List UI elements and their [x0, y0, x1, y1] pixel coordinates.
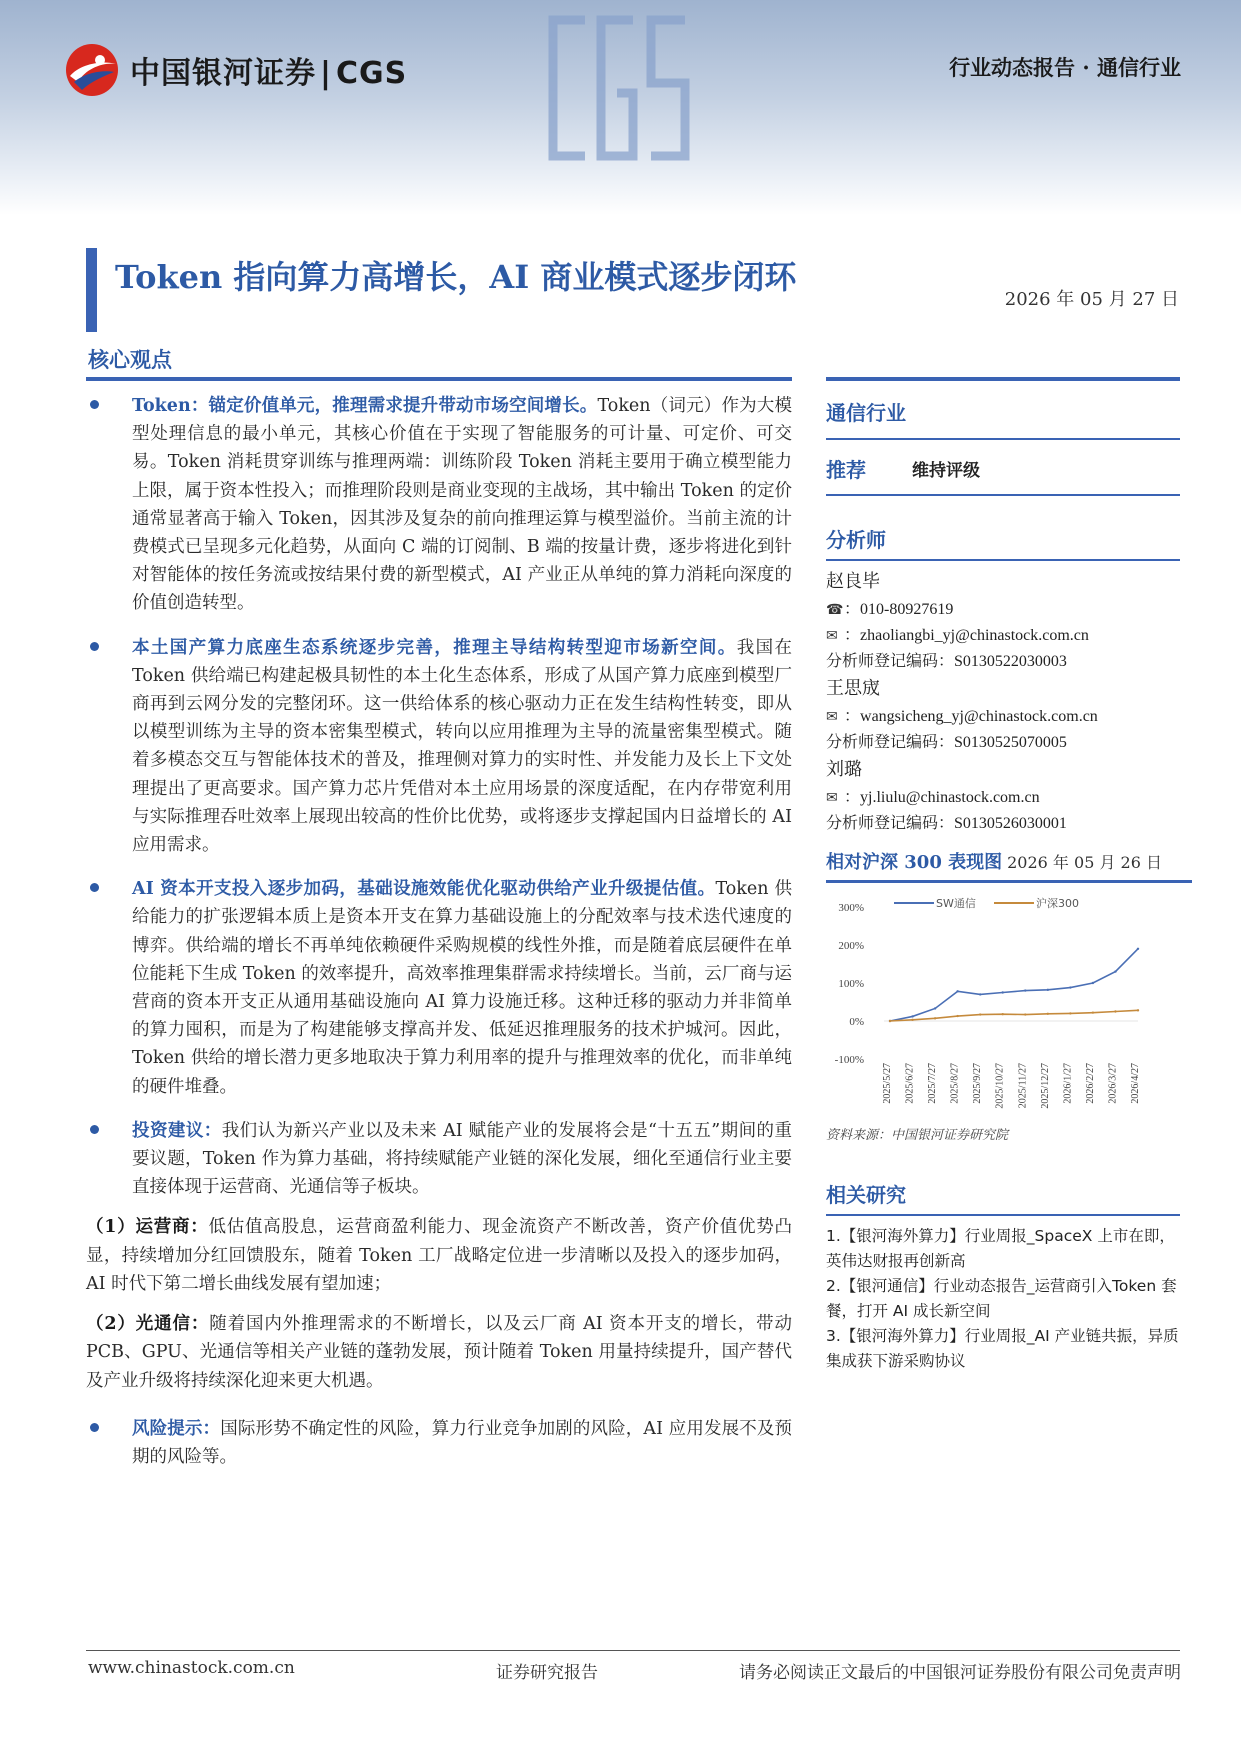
- data-point: [889, 1020, 891, 1022]
- data-point: [979, 993, 981, 995]
- bullet-lead: AI 资本开支投入逐步加码，基础设施效能优化驱动供给产业升级提估值。: [132, 879, 716, 900]
- legend-label: 沪深300: [1036, 897, 1079, 910]
- related-item[interactable]: 1.【银河海外算力】行业周报_SpaceX 上市在即，英伟达财报再创新高: [826, 1227, 1175, 1270]
- data-point: [1069, 986, 1071, 988]
- analyst-name: 王思宬: [826, 678, 880, 699]
- logo-text: 中国银河证券: [130, 56, 316, 91]
- analyst-reg: 分析师登记编码：S0130522030003: [826, 653, 1067, 670]
- bullet-body: Token（词元）作为大模型处理信息的最小单元，其核心价值在于实现了智能服务的可计量、可定价、可交易。Token 消耗贯穿训练与推理两端：训练阶段 Token 消耗主要用于确立模型能力上限，属于资本性投入；而推理阶段则是商业变现的主战场，其中输出 Token 的定价通常显著高于输入 Token，因其涉及复杂的前向推理运算与模型溢价。当前主流的计费模式已呈现多元化趋势，从面向 C 端的订阅制、B 端的按量计费，逐步将进化到针对智能体的按任务流或按结果付费的新型模式，AI 产业正从单纯的算力消耗向深度的价值创造转型。: [132, 396, 792, 614]
- phone-icon: ☎: [826, 603, 844, 618]
- x-tick-label: 2025/7/27: [927, 1063, 939, 1104]
- risk-lead: 风险提示：: [132, 1418, 221, 1439]
- header-banner: [0, 0, 1241, 215]
- bullet-body: Token 供给能力的扩张逻辑本质上是资本开支在算力基础设施上的分配效率与技术迭代速度的博弈。供给端的增长不再单纯依赖硬件采购规模的线性外推，而是随着底层硬件在单位能耗下生成 Token 的效率提升，高效率推理集群需求持续增长。当前，云厂商与运营商的资本开支正从通用基础设施向 AI 算力设施迁移。这种迁移的驱动力并非简单的算力囤积，而是为了构建能够支撑高并发、低延迟推理服务的技术护城河。因此，Token 供给的增长潜力更多地取决于算力利用率的提升与推理效率的优化，而非单纯的硬件堆叠。: [132, 879, 792, 1097]
- y-tick-label: 0%: [849, 1016, 864, 1028]
- bullet-dot-icon: [90, 400, 99, 409]
- sub-lead: 运营商：: [135, 1217, 209, 1238]
- sidebar-divider: [826, 494, 1180, 496]
- galaxy-logo-icon: [64, 42, 120, 98]
- y-tick-label: -100%: [834, 1054, 864, 1066]
- sidebar-divider: [826, 438, 1180, 440]
- bullet-item: [86, 1415, 792, 1471]
- chart-divider: [826, 880, 1192, 883]
- footer-disclaimer: 请务必阅读正文最后的中国银河证券股份有限公司免责声明: [739, 1663, 1181, 1683]
- email-sep: ：: [844, 627, 861, 644]
- sidebar-divider: [826, 1214, 1180, 1216]
- y-tick-label: 300%: [838, 902, 864, 914]
- report-date: 2026 年 05 月 27 日: [1004, 289, 1179, 310]
- analyst-block: [826, 567, 1180, 674]
- analyst-reg: 分析师登记编码：S0130526030001: [826, 815, 1067, 832]
- bullet-lead: Token：锚定价值单元，推理需求提升带动市场空间增长。: [132, 396, 598, 416]
- data-point: [1069, 1012, 1071, 1014]
- logo-brand: CGS: [335, 56, 408, 91]
- analyst-block: [826, 674, 1180, 755]
- chart-date: 2026 年 05 月 26 日: [1007, 853, 1162, 872]
- chart-title: 相对沪深 300 表现图: [826, 852, 1003, 873]
- bullet-item: [86, 875, 792, 1101]
- legend-label: SW通信: [936, 897, 976, 910]
- x-tick-label: 2025/10/27: [994, 1063, 1006, 1109]
- sidebar-divider: [826, 377, 1180, 381]
- bullet-item: [86, 1117, 792, 1202]
- bullet-body: 我国在 Token 供给端已构建起极具韧性的本土化生态体系，形成了从国产算力底座到模型厂商再到云网分发的完整闭环。这一供给体系的核心驱动力正在发生结构性转变，即从以模型训练为主导的资本密集型模式，转向以应用推理为主导的流量密集型模式。随着多模态交互与智能体技术的普及，推理侧对算力的实时性、并发能力及长上下文处理提出了更高要求。国产算力芯片凭借对本土应用场景的深度适配，在内存带宽利用与实际推理吞吐效率上展现出较高的性价比优势，或将逐步支撑起国内日益增长的 AI 应用需求。: [132, 637, 792, 856]
- performance-chart: [826, 889, 1180, 1124]
- related-item[interactable]: 3.【银河海外算力】行业周报_AI 产业链共振，异质集成获下游采购协议: [826, 1327, 1179, 1370]
- bullet-item: [86, 634, 792, 860]
- title-accent-bar: [86, 248, 97, 332]
- bullet-body: 我们认为新兴产业以及未来 AI 赋能产业的发展将会是“十五五”期间的重要议题，Token 作为算力基础，将持续赋能产业链的深化发展，细化至通信行业主要直接体现于运营商、光通信等子板块。: [132, 1120, 793, 1198]
- footer-divider: [86, 1650, 1180, 1651]
- email-address: yj.liulu@chinastock.com.cn: [860, 789, 1040, 806]
- rating-value: 维持评级: [912, 460, 980, 481]
- email-address: zhaoliangbi_yj@chinastock.com.cn: [860, 627, 1089, 644]
- series-line: [890, 949, 1138, 1021]
- x-tick-label: 2026/3/27: [1107, 1063, 1119, 1104]
- data-point: [979, 1013, 981, 1015]
- x-tick-label: 2025/8/27: [949, 1063, 961, 1104]
- data-point: [1114, 1010, 1116, 1012]
- x-tick-label: 2026/1/27: [1062, 1063, 1074, 1104]
- data-point: [1137, 948, 1139, 950]
- data-point: [1137, 1009, 1139, 1011]
- data-point: [1002, 991, 1004, 993]
- data-point: [1047, 989, 1049, 991]
- sub-number: （2）: [86, 1314, 136, 1335]
- risk-body: 国际形势不确定性的风险，算力行业竞争加剧的风险，AI 应用发展不及预期的风险等。: [132, 1418, 792, 1467]
- sub-body: 低估值高股息，运营商盈利能力、现金流资产不断改善，资产价值优势凸显，持续增加分红回馈股东，随着 Token 工厂战略定位进一步清晰以及投入的逐步加码，AI 时代下第二增长曲线发展有望加速；: [86, 1217, 793, 1294]
- email-sep: ：: [844, 708, 861, 725]
- bullet-dot-icon: [90, 642, 99, 651]
- y-tick-label: 100%: [838, 978, 864, 990]
- chart-source: 资料来源：中国银河证券研究院: [826, 1128, 1009, 1143]
- phone-number: 010-80927619: [860, 601, 954, 618]
- core-divider: [86, 377, 792, 381]
- sub-item: [86, 1310, 792, 1395]
- sidebar: [826, 377, 1180, 1374]
- analyst-email: [826, 623, 1180, 649]
- bullet-dot-icon: [90, 1125, 99, 1134]
- rating-label: 推荐: [826, 457, 866, 482]
- sub-lead: 光通信：: [135, 1314, 210, 1335]
- sub-body: 随着国内外推理需求的不断增长，以及云厂商 AI 资本开支的增长，带动 PCB、GPU、光通信等相关产业链的蓬勃发展，预计随着 Token 用量持续提升，国产替代及产业升级将持续深化迎来更大机遇。: [86, 1314, 792, 1391]
- data-point: [1092, 982, 1094, 984]
- data-point: [934, 1007, 936, 1009]
- analyst-email: [826, 785, 1180, 811]
- footer-website[interactable]: www.chinastock.com.cn: [88, 1658, 295, 1678]
- data-point: [956, 1015, 958, 1017]
- cgs-watermark-logo: [535, 8, 705, 168]
- x-tick-label: 2026/4/27: [1130, 1063, 1141, 1104]
- phone-sep: ：: [844, 601, 861, 618]
- bullet-lead: 投资建议：: [132, 1120, 222, 1141]
- main-content: [86, 390, 792, 1471]
- data-point: [1024, 989, 1026, 991]
- report-title: Token 指向算力高增长，AI 商业模式逐步闭环: [115, 258, 797, 296]
- bullet-dot-icon: [90, 883, 99, 892]
- data-point: [911, 1019, 913, 1021]
- sidebar-divider: [826, 559, 1180, 561]
- sub-item: [86, 1213, 792, 1298]
- data-point: [1024, 1013, 1026, 1015]
- analyst-block: [826, 755, 1180, 836]
- company-logo: 中国银河证券 | CGS: [64, 40, 407, 100]
- data-point: [1114, 970, 1116, 972]
- x-tick-label: 2026/2/27: [1084, 1063, 1096, 1104]
- chart-header: [826, 848, 1192, 874]
- data-point: [934, 1017, 936, 1019]
- bullet-dot-icon: [90, 1423, 99, 1432]
- related-item[interactable]: 2.【银河通信】行业动态报告_运营商引入Token 套餐，打开 AI 成长新空间: [826, 1277, 1177, 1320]
- data-point: [911, 1015, 913, 1017]
- x-tick-label: 2025/12/27: [1039, 1063, 1051, 1109]
- data-point: [1092, 1011, 1094, 1013]
- core-heading: 核心观点: [88, 347, 172, 372]
- industry-label: 通信行业: [826, 401, 906, 425]
- x-tick-label: 2025/9/27: [972, 1063, 984, 1104]
- data-point: [956, 990, 958, 992]
- rating-row: [826, 454, 1180, 482]
- footer-center: 证券研究报告: [496, 1663, 598, 1683]
- x-tick-label: 2025/11/27: [1017, 1063, 1029, 1109]
- related-heading: 相关研究: [826, 1183, 906, 1207]
- analyst-email: [826, 704, 1180, 730]
- data-point: [1047, 1013, 1049, 1015]
- sub-number: （1）: [86, 1217, 136, 1238]
- mail-icon: ✉: [826, 629, 838, 644]
- mail-icon: ✉: [826, 710, 838, 725]
- report-type: 行业动态报告 · 通信行业: [949, 55, 1181, 80]
- analyst-reg: 分析师登记编码：S0130525070005: [826, 734, 1067, 751]
- analyst-name: 刘璐: [826, 759, 862, 780]
- bullet-item: [86, 392, 792, 618]
- bullet-lead: 本土国产算力底座生态系统逐步完善，推理主导结构转型迎市场新空间。: [132, 637, 737, 658]
- analyst-phone: [826, 597, 1180, 623]
- x-tick-label: 2025/5/27: [882, 1063, 893, 1104]
- related-list: [826, 1224, 1180, 1374]
- mail-icon: ✉: [826, 791, 838, 806]
- x-tick-label: 2025/6/27: [904, 1063, 916, 1104]
- email-sep: ：: [844, 789, 861, 806]
- email-address: wangsicheng_yj@chinastock.com.cn: [860, 708, 1098, 725]
- analyst-name: 赵良毕: [826, 571, 880, 592]
- data-point: [1002, 1013, 1004, 1015]
- y-tick-label: 200%: [838, 940, 864, 952]
- analysts-heading: 分析师: [826, 528, 886, 552]
